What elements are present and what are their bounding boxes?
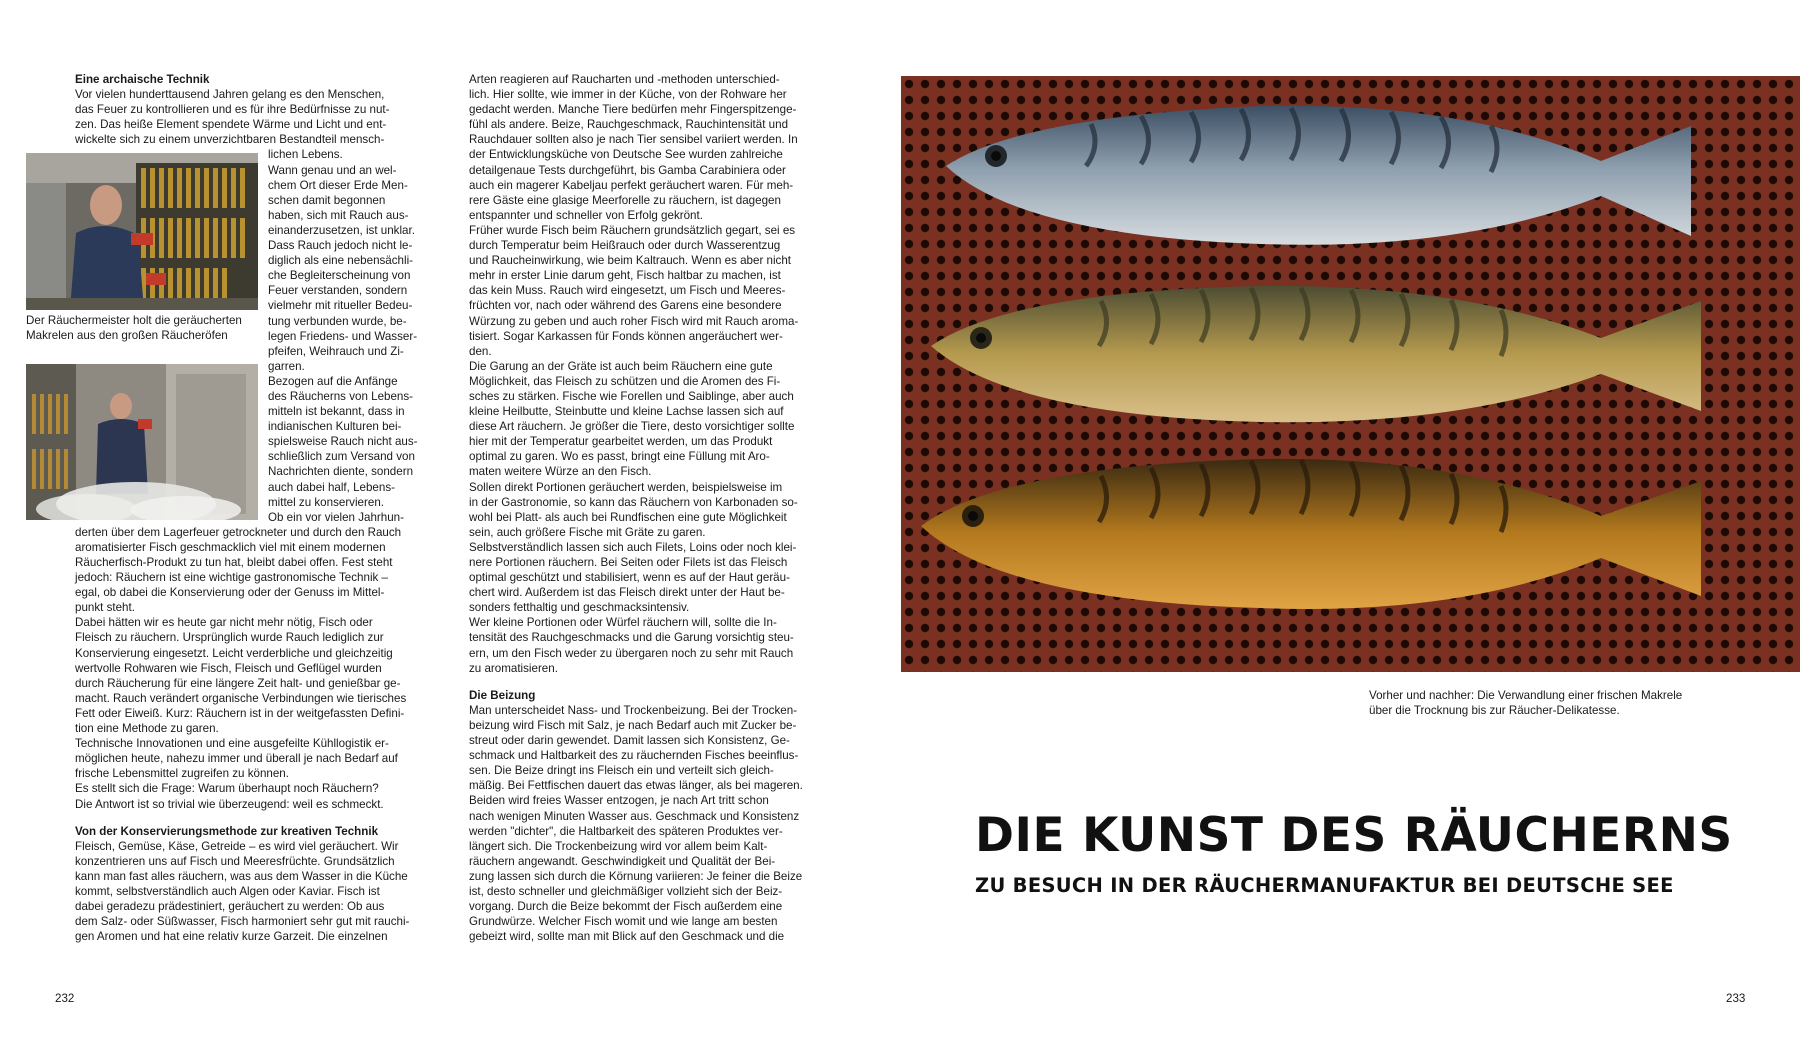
text-line: nere Portionen räuchern. Bei Seiten oder Filets ist das Fleisch [469, 556, 788, 569]
caption-line: Vorher und nachher: Die Verwandlung einer frischen Makrele [1369, 689, 1683, 702]
heading-archaic-technique: Eine archaische Technik [75, 73, 210, 86]
text-line: tung verbunden wurde, be- [268, 314, 407, 328]
text-line: auch ein magerer Kabeljau perfekt geräuchert waren. Für meh- [469, 178, 794, 192]
text-line: maten weitere Würze an den Fisch. [469, 465, 652, 479]
text-line: indianischen Kulturen bei- [268, 420, 402, 434]
text-line: sches zu stärken. Fische wie Forellen und Saiblinge, aber auch [469, 389, 794, 403]
text-line: Arten reagieren auf Raucharten und -methoden unterschied- [469, 73, 780, 86]
text-line: entspannter und schneller von Erfolg gekrönt. [469, 208, 703, 222]
text-line: lichen Lebens. [268, 148, 343, 162]
text-line: Fleisch zu räuchern. Ursprünglich wurde Rauch lediglich zur [75, 631, 384, 645]
text-line: fühl als andere. Beize, Rauchgeschmack, Rauchintensität und [469, 118, 789, 132]
text-line: und Raucheinwirkung, wie beim Kaltrauch. Wenn es aber nicht [469, 254, 792, 268]
text-line: in der Gastronomie, so kann das Räuchern von Karbonaden so- [469, 495, 798, 509]
text-line: durch Temperatur beim Heißrauch oder durch Wasserentzug [469, 239, 781, 253]
text-line: ist, desto schneller und gleichmäßiger vollzieht sich der Beiz- [469, 884, 783, 898]
text-line: vorgang. Durch die Beize bekommt der Fisch außerdem eine [469, 900, 783, 914]
text-line: dabei geradezu prädestiniert, geräuchert zu werden: Ob aus [75, 900, 385, 914]
text-line: schließlich zum Versand von [268, 450, 415, 464]
text-line: Technische Innovationen und eine ausgefeilte Kühllogistik er- [75, 737, 389, 751]
text-line: Dabei hätten wir es heute gar nicht mehr nötig, Fisch oder [75, 616, 373, 630]
text-line: Grundwürze. Welcher Fisch womit und wie lange am besten [469, 915, 778, 929]
text-line: detailgenaue Tests durchgeführt, bis Gamba Carabiniera oder [469, 163, 786, 177]
text-line: optimal zu garen. Wo es passt, bringt eine Füllung mit Aro- [469, 450, 770, 464]
caption-line: über die Trocknung bis zur Räucher-Delikatesse. [1369, 704, 1620, 718]
text-line: pfeifen, Weihrauch und Zi- [268, 344, 404, 358]
text-line: jedoch: Räuchern ist eine wichtige gastronomische Technik – [75, 571, 388, 585]
text-line: mehr in erster Linie darum geht, Fisch haltbar zu machen, ist [469, 269, 781, 283]
heading-preservation-to-creative: Von der Konservierungsmethode zur kreativen Technik [75, 824, 379, 838]
text-line: diese Art räuchern. Je größer die Tiere, desto vorsichtiger sollte [469, 420, 795, 434]
text-line: Die Antwort ist so trivial wie überzeugend: weil es schmeckt. [75, 797, 384, 811]
text-line: Sollen direkt Portionen geräuchert werden, beispielsweise im [469, 480, 783, 494]
text-line: Fett oder Eiweiß. Kurz: Räuchern ist in der weitgefassten Defini- [75, 706, 405, 720]
page-number-right: 233 [1726, 992, 1746, 1005]
mackerel-photo-caption [1369, 688, 1789, 718]
text-line: das kein Muss. Rauch wird eingesetzt, um Fisch und Meeres- [469, 284, 786, 298]
text-line: rere Gäste eine glasige Meerforelle zu räuchern, ist dagegen [469, 193, 781, 207]
text-line: tensität des Rauchgeschmacks und die Garung vorsichtig steu- [469, 631, 794, 645]
text-line: längert sich. Die Trockenbeizung wird vor allem beim Kalt- [469, 839, 768, 853]
text-line: Würzung zu geben und auch roher Fisch wird mit Rauch aroma- [469, 314, 799, 328]
text-line: wertvolle Rohwaren wie Fisch, Fleisch und Geflügel wurden [75, 661, 382, 675]
paragraph-gap [469, 676, 830, 688]
text-line: chem Ort dieser Erde Men- [268, 178, 408, 192]
text-line: lich. Hier sollte, wie immer in der Küche, von der Rohware her [469, 88, 787, 102]
text-column-2 [469, 72, 830, 944]
text-line: auch dabei half, Lebens- [268, 480, 395, 494]
text-line: vielmehr mit ritueller Bedeu- [268, 299, 413, 313]
text-line: Rauchdauer sollten also je nach Tier sensibel variiert werden. In [469, 133, 798, 147]
text-line: möglichen heute, nahezu immer und überall je nach Bedarf auf [75, 752, 398, 766]
text-line: Räucherfisch-Produkt zu tun hat, bleibt dabei offen. Fest steht [75, 556, 393, 569]
text-line: sonders fetthaltig und geschmacksintensiv. [469, 601, 690, 615]
text-line: Konservierung eingesetzt. Leicht verderbliche und gleichzeitig [75, 646, 393, 660]
text-line: gebeizt wird, sollte man mit Blick auf den Geschmack und die [469, 930, 785, 944]
text-line: den. [469, 344, 492, 358]
text-line: schmack und Haltbarkeit des zu räuchernden Fisches beeinflus- [469, 749, 799, 763]
text-line: sein, auch größere Fische mit Gräte zu garen. [469, 525, 706, 539]
text-line: Wann genau und an wel- [268, 163, 397, 177]
text-line: sen. Die Beize dringt ins Fleisch ein und verteilt sich gleich- [469, 764, 774, 778]
text-line: che Begleiterscheinung von [268, 269, 411, 283]
text-line: dem Salz- oder Süßwasser, Fisch harmoniert sehr gut mit rauchi- [75, 915, 410, 929]
text-line: kommt, selbstverständlich auch Algen oder Kaviar. Fisch ist [75, 884, 380, 898]
text-line: kann man fast alles räuchern, was aus dem Wasser in die Küche [75, 869, 408, 883]
text-line: Nachrichten diente, sondern [268, 465, 414, 479]
text-line: Möglichkeit, das Fleisch zu schützen und die Aromen des Fi- [469, 374, 781, 388]
text-line: wickelte sich zu einem unverzichtbaren Bestandteil mensch- [75, 133, 385, 147]
text-line: des Räucherns von Lebens- [268, 389, 414, 403]
text-line: wohl bei Platt- als auch bei Rundfischen eine gute Möglichkeit [469, 510, 787, 524]
text-line: Ob ein vor vielen Jahrhun- [268, 510, 404, 524]
text-line: das Feuer zu kontrollieren und es für ihre Bedürfnisse zu nut- [75, 103, 390, 117]
article-subheadline: ZU BESUCH IN DER RÄUCHERMANUFAKTUR BEI DEUTSCHE SEE [975, 874, 1674, 897]
text-line: hier mit der Temperatur gearbeitet werden, um das Produkt [469, 435, 773, 449]
text-line: der Entwicklungsküche von Deutsche See wurden zahlreiche [469, 148, 783, 162]
text-line: Vor vielen hunderttausend Jahren gelang es den Menschen, [75, 88, 385, 102]
text-line: Die Garung an der Gräte ist auch beim Räuchern eine gute [469, 359, 773, 373]
text-line: schen damit begonnen [268, 193, 386, 207]
heading-die-beizung: Die Beizung [469, 688, 536, 702]
article-headline: DIE KUNST DES RÄUCHERNS [975, 808, 1733, 863]
text-line: garren. [268, 359, 305, 373]
text-line: derten über dem Lagerfeuer getrockneter und durch den Rauch [75, 525, 402, 539]
text-line: tion eine Methode zu garen. [75, 722, 219, 736]
text-line: ern, um den Fisch weder zu übergaren noch zu sehr mit Rauch [469, 646, 794, 660]
text-line: frische Lebensmittel zugreifen zu können. [75, 767, 289, 781]
text-line: mitteln ist bekannt, dass in [268, 405, 405, 419]
text-line: konzentrieren uns auf Fisch und Meeresfrüchte. Grundsätzlich [75, 854, 395, 868]
text-line: Es stellt sich die Frage: Warum überhaupt noch Räuchern? [75, 782, 379, 796]
text-line: diglich als eine nebensächli- [268, 254, 414, 268]
text-line: zung lassen sich durch die Körnung variieren: Je feiner die Beize [469, 869, 803, 883]
text-line: durch Räucherung für eine längere Zeit halt- und genießbar ge- [75, 676, 401, 690]
text-line: Früher wurde Fisch beim Räuchern grundsätzlich gegart, sei es [469, 223, 796, 237]
text-line: Feuer verstanden, sondern [268, 284, 408, 298]
text-line: aromatisierter Fisch geschmacklich viel mit einem modernen [75, 540, 386, 554]
text-line: tisiert. Sogar Karkassen für Fonds können angeräuchert wer- [469, 329, 783, 343]
text-line: zen. Das heiße Element spendete Wärme und Licht und ent- [75, 118, 387, 132]
text-line: beizung wird Fisch mit Salz, je nach Bedarf auch mit Zucker be- [469, 718, 797, 732]
text-line: werden "dichter", die Haltbarkeit des späteren Produktes ver- [469, 824, 783, 838]
paragraph-gap [75, 812, 435, 824]
text-line: Dass Rauch jedoch nicht le- [268, 239, 413, 253]
text-line: früchten vor, nach oder während des Garens eine besondere [469, 299, 782, 313]
text-line: macht. Rauch verändert organische Verbindungen wie tierisches [75, 691, 407, 705]
text-line: Wer kleine Portionen oder Würfel räuchern will, sollte die In- [469, 616, 777, 630]
text-line: gedacht werden. Manche Tiere bedürfen mehr Fingerspitzenge- [469, 103, 797, 117]
text-line: Selbstverständlich lassen sich auch Filets, Loins oder noch klei- [469, 540, 797, 554]
text-line: legen Friedens- und Wasser- [268, 329, 418, 343]
text-line: Man unterscheidet Nass- und Trockenbeizung. Bei der Trocken- [469, 703, 798, 717]
text-line: gen Aromen und hat eine relativ kurze Garzeit. Die einzelnen [75, 930, 388, 944]
text-line: optimal geschützt und stabilisiert, wenn es auf der Haut geräu- [469, 571, 790, 585]
text-line: Fleisch, Gemüse, Käse, Getreide – es wird viel geräuchert. Wir [75, 839, 399, 853]
text-line: spielsweise Rauch nicht aus- [268, 435, 418, 449]
photo1-caption: Der Räuchermeister holt die geräucherten Makrelen aus den großen Räucheröfen [26, 314, 242, 343]
page-number-left: 232 [55, 992, 75, 1005]
text-line: kleine Heilbutte, Steinbutte und kleine Lachse lassen sich auf [469, 405, 784, 419]
text-line: einanderzusetzen, ist unklar. [268, 223, 415, 237]
mackerel-comparison-photo [901, 76, 1800, 672]
text-line: mittel zu konservieren. [268, 495, 384, 509]
text-line: Bezogen auf die Anfänge [268, 374, 398, 388]
text-line: räuchern angewandt. Geschwindigkeit und Qualität der Bei- [469, 854, 776, 868]
text-line: chert wird. Außerdem ist das Fleisch direkt unter der Haut be- [469, 586, 785, 600]
wrapped-text-block [75, 147, 435, 524]
text-line: mäßig. Bei Fettfischen dauert das etwas länger, als bei mageren. [469, 779, 803, 793]
text-line: Beiden wird freies Wasser entzogen, je nach Art tritt schon [469, 794, 769, 808]
text-line: nach wenigen Minuten Wasser aus. Geschmack und Konsistenz [469, 809, 800, 823]
text-column-1 [75, 72, 435, 944]
text-line: punkt steht. [75, 601, 135, 615]
text-line: egal, ob dabei die Konservierung oder der Genuss im Mittel- [75, 586, 385, 600]
text-line: haben, sich mit Rauch aus- [268, 208, 409, 222]
text-line: streut oder darin gewendet. Damit lassen sich Konsistenz, Ge- [469, 734, 790, 748]
text-line: zu aromatisieren. [469, 661, 558, 675]
